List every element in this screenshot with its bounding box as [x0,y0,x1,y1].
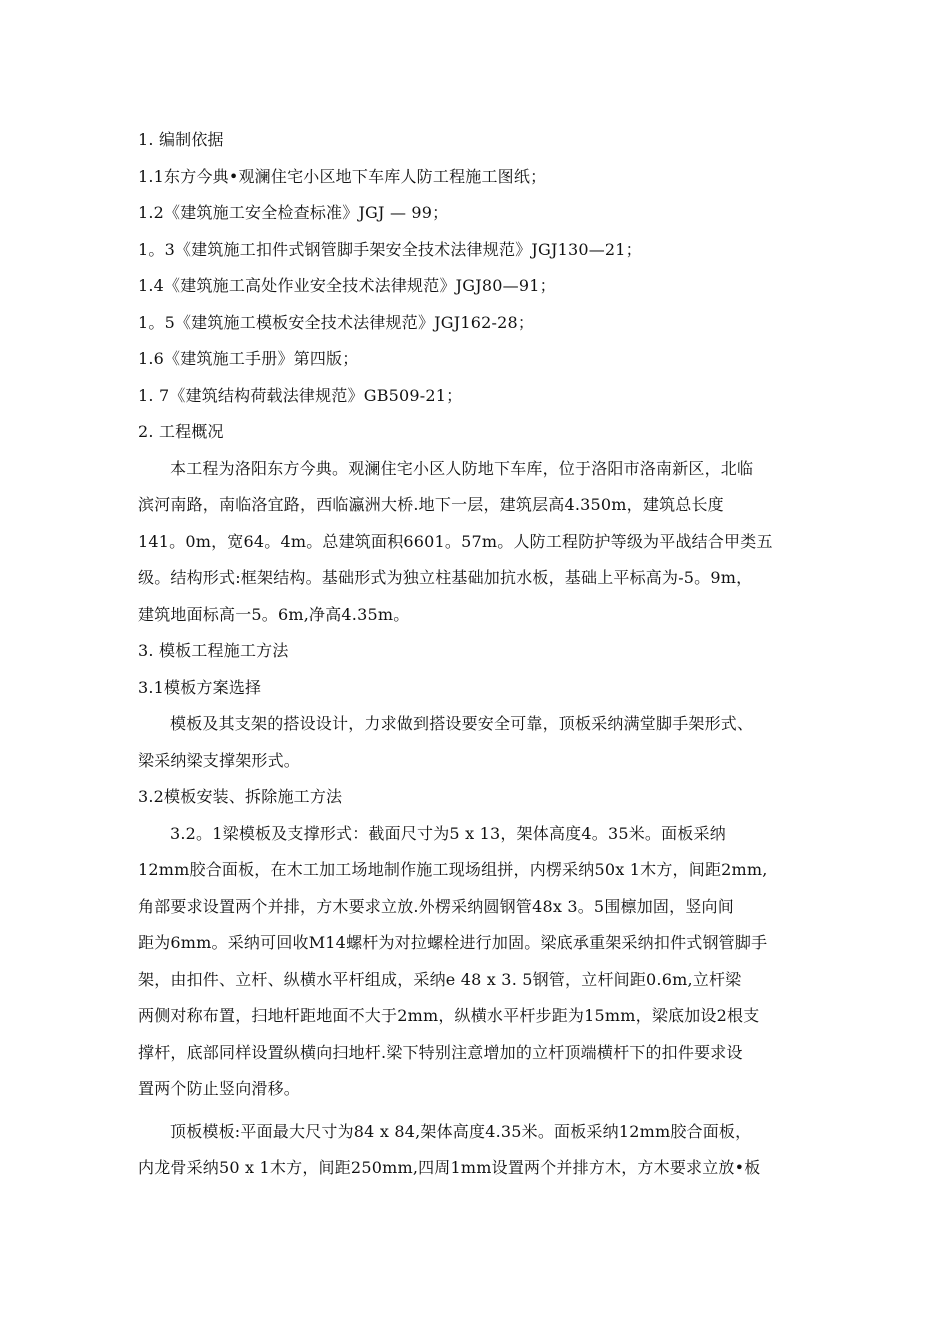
slab-paragraph [138,1114,828,1187]
basis-item-1: 1.1东方今典•观澜住宅小区地下车库人防工程施工图纸； [138,166,547,186]
basis-item-7: 1. 7《建筑结构荷载法律规范》GB509-21； [138,385,463,405]
beam-line: 置两个防止竖向滑移。 [138,1079,301,1098]
section-heading-3: 3. 模板工程施工方法 [138,641,289,660]
overview-paragraph [138,451,828,634]
beam-line: 两侧对称布置，扫地杆距地面不大于2mm，纵横水平杆步距为15mm，梁底加设2根支 [138,1006,760,1025]
section-heading-1: 1. 编制依据 [138,130,224,149]
basis-item-3: 1。3《建筑施工扣件式钢管脚手架安全技术法律规范》JGJ130—21； [138,239,642,259]
beam-line: 距为6mm。采纳可回收M14螺杆为对拉螺栓进行加固。梁底承重架采纳扣件式钢管脚手 [138,933,768,952]
beam-line: 架，由扣件、立杆、纵横水平杆组成，采纳e 48 x 3. 5钢管，立杆间距0.6m,立杆梁 [138,969,742,989]
beam-line: 角部要求设置两个并排，方木要求立放.外楞采纳圆钢管48x 3。5围檩加固，竖向间 [138,896,734,916]
section-heading-2: 2. 工程概况 [138,422,224,441]
beam-line: 12mm胶合面板，在木工加工场地制作施工现场组拼，内楞采纳50x 1木方，间距2mm, [138,860,768,879]
overview-line: 滨河南路，南临洛宜路，西临瀛洲大桥.地下一层，建筑层高4.350m，建筑总长度 [138,495,724,514]
scheme-paragraph [138,706,828,779]
basis-item-2: 1.2《建筑施工安全检查标准》JGJ — 99； [138,203,449,222]
scheme-line: 模板及其支架的搭设设计，力求做到搭设要安全可靠，顶板采纳满堂脚手架形式、 [170,714,754,733]
scheme-line: 梁采纳梁支撑架形式。 [138,750,301,770]
beam-paragraph [138,816,828,1108]
beam-line: 3.2。1梁模板及支撑形式：截面尺寸为5 x 13，架体高度4。35米。面板采纳 [170,823,726,843]
basis-item-5: 1。5《建筑施工模板安全技术法律规范》JGJ162-28； [138,312,535,332]
overview-line: 141。0m，宽64。4m。总建筑面积6601。57m。人防工程防护等级为平战结合甲类五 [138,531,773,551]
overview-line: 建筑地面标高一5。6m,净高4.35m。 [138,604,410,624]
slab-line: 顶板模板:平面最大尺寸为84 x 84,架体高度4.35米。面板采纳12mm胶合面板， [170,1121,752,1141]
beam-line: 撑杆，底部同样设置纵横向扫地杆.梁下特别注意增加的立杆顶端横杆下的扣件要求设 [138,1042,743,1062]
document-body [138,122,828,1187]
slab-line: 内龙骨采纳50 x 1木方，间距250mm,四周1mm设置两个并排方木，方木要求立放•板 [138,1158,761,1177]
overview-line: 级。结构形式:框架结构。基础形式为独立柱基础加抗水板，基础上平标高为-5。9m， [138,568,753,587]
basis-item-4: 1.4《建筑施工高处作业安全技术法律规范》JGJ80—91； [138,276,556,295]
basis-item-6: 1.6《建筑施工手册》第四版； [138,349,359,368]
overview-line: 本工程为洛阳东方今典。观澜住宅小区人防地下车库，位于洛阳市洛南新区，北临 [170,458,754,478]
subsection-heading-3-2: 3.2模板安装、拆除施工方法 [138,787,343,806]
subsection-heading-3-1: 3.1模板方案选择 [138,677,262,697]
